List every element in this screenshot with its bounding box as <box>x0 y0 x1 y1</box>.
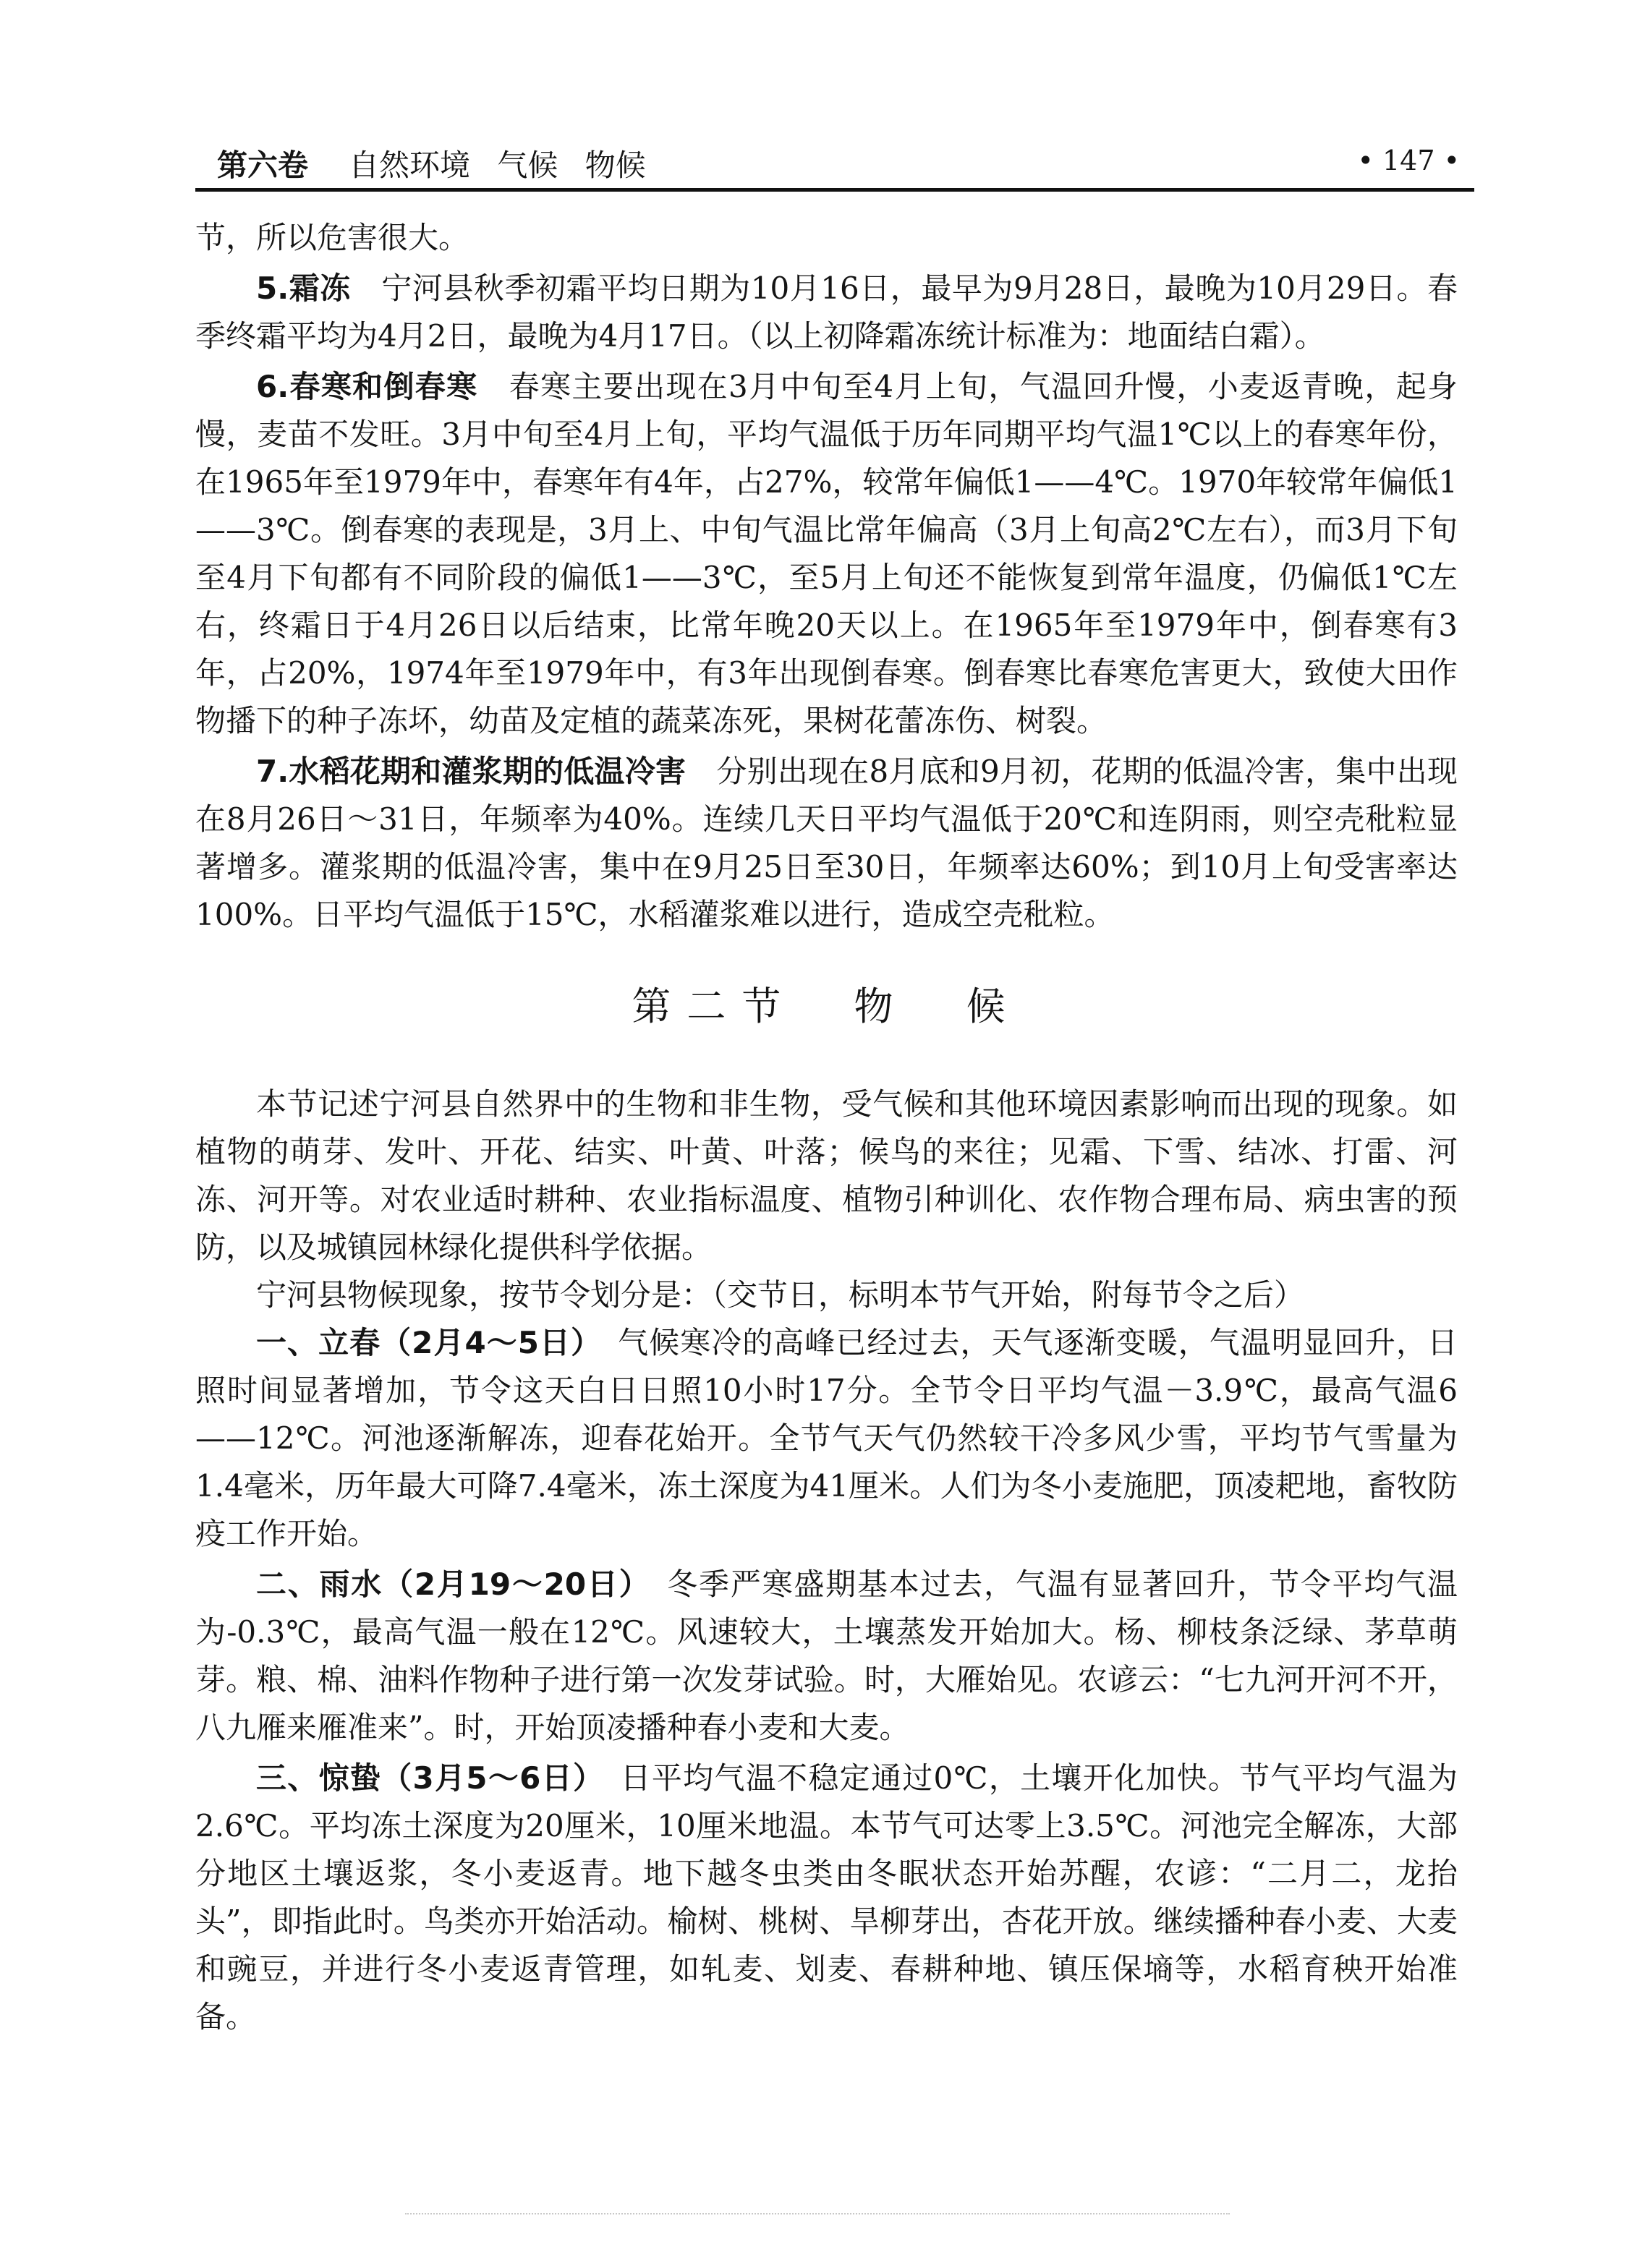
page-number: • 147 • <box>1357 145 1460 176</box>
paragraph-heading: 5.霜冻 <box>256 270 351 306</box>
scan-artifact <box>405 2213 1230 2217</box>
paragraph-heading: 7.水稻花期和灌浆期的低温冷害 <box>256 754 687 789</box>
paragraph-frost <box>195 265 1458 360</box>
header-subtitle: 自然环境 气候 物候 <box>349 148 646 183</box>
paragraph-yushui <box>195 1561 1458 1752</box>
paragraph-text: 分别出现在8月底和9月初，花期的低温冷害，集中出现在8月26日～31日，年频率为40%。连续几天日平均气温低于20℃和连阴雨，则空壳秕粒显著增多。灌浆期的低温冷害，集中在9月25日至30日，年频率达60%；到10月上旬受害率达100%。日平均气温低于15℃，水稻灌浆难以进行，造成空壳秕粒。 <box>195 754 1458 932</box>
paragraph-spring-cold <box>195 363 1458 745</box>
paragraph-division: 宁河县物候现象，按节令划分是：（交节日，标明本节气开始，附每节令之后） <box>256 1277 1305 1313</box>
paragraph-text: 日平均气温不稳定通过0℃，土壤开化加快。节气平均气温为2.6℃。平均冻土深度为20厘米，10厘米地温。本节气可达零上3.5℃。河池完全解冻，大部分地区土壤返浆，冬小麦返青。地下越冬虫类由冬眠状态开始苏醒，农谚：“二月二，龙抬头”，即指此时。鸟类亦开始活动。榆树、桃树、旱柳芽出，杏花开放。继续播种春小麦、大麦和豌豆，并进行冬小麦返青管理，如轧麦、划麦、春耕种地、镇压保墒等，水稻育秧开始准备。 <box>195 1760 1458 2034</box>
paragraph-intro: 本节记述宁河县自然界中的生物和非生物，受气候和其他环境因素影响而出现的现象。如植物的萌芽、发叶、开花、结实、叶黄、叶落；候鸟的来往；见霜、下雪、结冰、打雷、河冻、河开等。对农业适时耕种、农业指标温度、植物引种训化、农作物合理布局、病虫害的预防，以及城镇园林绿化提供科学依据。 <box>195 1086 1458 1265</box>
paragraph-heading: 三、惊蛰（3月5～6日） <box>256 1760 590 1796</box>
paragraph-heading: 6.春寒和倒春寒 <box>256 369 478 404</box>
running-header <box>195 142 1474 188</box>
paragraph-heading: 二、雨水（2月19～20日） <box>256 1566 636 1602</box>
volume-label: 第六卷 <box>217 148 309 183</box>
paragraph-jingzhe <box>195 1755 1458 2041</box>
section-title: 第二节 物 候 <box>632 984 1021 1029</box>
paragraph-text: 春寒主要出现在3月中旬至4月上旬，气温回升慢，小麦返青晚，起身慢，麦苗不发旺。3月中旬至4月上旬，平均气温低于历年同期平均气温1℃以上的春寒年份，在1965年至1979年中，春寒年有4年，占27%，较常年偏低1——4℃。1970年较常年偏低1——3℃。倒春寒的表现是，3月上、中旬气温比常年偏高（3月上旬高2℃左右），而3月下旬至4月下旬都有不同阶段的偏低1——3℃，至5月上旬还不能恢复到常年温度，仍偏低1℃左右，终霜日于4月26日以后结束，比常年晚20天以上。在1965年至1979年中，倒春寒有3年，占20%，1974年至1979年中，有3年出现倒春寒。倒春寒比春寒危害更大，致使大田作物播下的种子冻坏，幼苗及定植的蔬菜冻死，果树花蕾冻伤、树裂。 <box>195 369 1458 738</box>
paragraph-text: 宁河县秋季初霜平均日期为10月16日，最早为9月28日，最晚为10月29日。春季终霜平均为4月2日，最晚为4月17日。（以上初降霜冻统计标准为：地面结白霜）。 <box>195 270 1458 354</box>
paragraph-heading: 一、立春（2月4～5日） <box>256 1325 587 1360</box>
paragraph-lichun <box>195 1319 1458 1558</box>
page-body <box>195 214 1458 2041</box>
paragraph-text: 冬季严寒盛期基本过去，气温有显著回升，节令平均气温为-0.3℃，最高气温一般在12℃。风速较大，土壤蒸发开始加大。杨、柳枝条泛绿、茅草萌芽。粮、棉、油料作物种子进行第一次发芽试验。时，大雁始见。农谚云：“七九河开河不开，八九雁来雁准来”。时，开始顶凌播种春小麦和大麦。 <box>195 1566 1458 1745</box>
paragraph-text: 气候寒冷的高峰已经过去，天气逐渐变暖，气温明显回升，日照时间显著增加，节令这天白日日照10小时17分。全节令日平均气温－3.9℃，最高气温6——12℃。河池逐渐解冻，迎春花始开。全节气天气仍然较干冷多风少雪，平均节气雪量为1.4毫米，历年最大可降7.4毫米，冻土深度为41厘米。人们为冬小麦施肥，顶凌耙地，畜牧防疫工作开始。 <box>195 1325 1458 1551</box>
header-rule <box>195 188 1474 192</box>
paragraph-continuation: 节，所以危害很大。 <box>195 220 469 255</box>
paragraph-rice-cold-damage <box>195 748 1458 939</box>
